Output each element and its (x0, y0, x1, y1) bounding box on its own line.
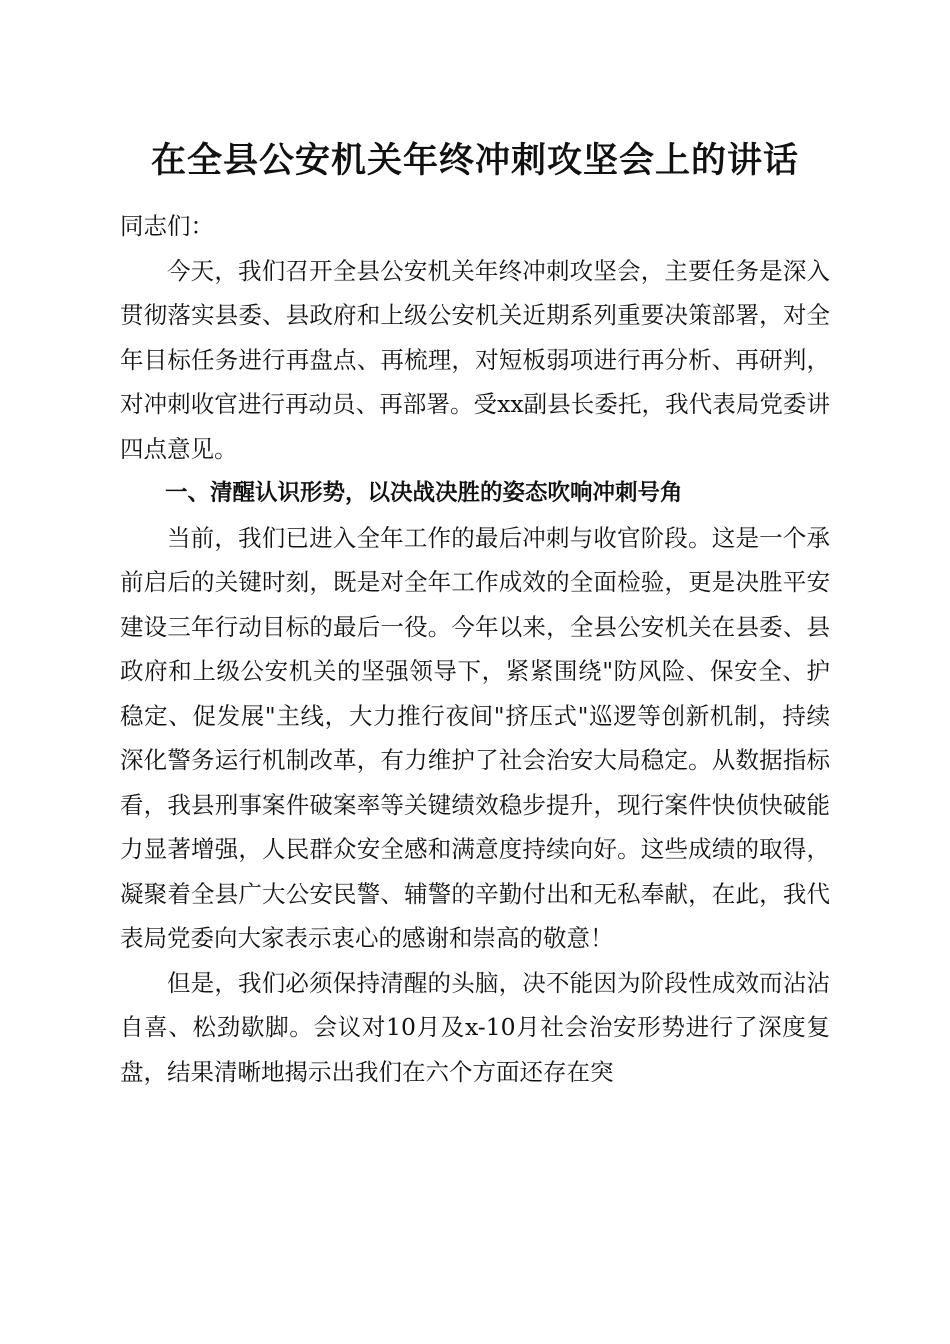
salutation: 同志们： (120, 212, 214, 240)
section1-paragraph-2: 但是，我们必须保持清醒的头脑，决不能因为阶段性成效而沾沾自喜、松劲歇脚。会议对10月及x-10月社会治安形势进行了深度复盘，结果清晰地揭示出我们在六个方面还存在突 (120, 968, 830, 1086)
document-title: 在全县公安机关年终冲刺攻坚会上的讲话 (150, 140, 799, 181)
document-body (120, 204, 830, 1094)
section-heading-1: 一、清醒认识形势，以决战决胜的姿态吹响冲刺号角 (165, 480, 683, 506)
section1-paragraph-1: 当前，我们已进入全年工作的最后冲刺与收官阶段。这是一个承前启后的关键时刻，既是对全年工作成效的全面检验，更是决胜平安建设三年行动目标的最后一役。今年以来，全县公安机关在县委、县政府和上级公安机关的坚强领导下，紧紧围绕"防风险、保安全、护稳定、促发展"主线，大力推行夜间"挤压式"巡逻等创新机制，持续深化警务运行机制改革，有力维护了社会治安大局稳定。从数据指标看，我县刑事案件破案率等关键绩效稳步提升，现行案件快侦快破能力显著增强，人民群众安全感和满意度持续向好。这些成绩的取得，凝聚着全县广大公安民警、辅警的辛勤付出和无私奉献，在此，我代表局党委向大家表示衷心的感谢和崇高的敬意！ (120, 523, 830, 952)
intro-paragraph: 今天，我们召开全县公安机关年终冲刺攻坚会，主要任务是深入贯彻落实县委、县政府和上级公安机关近期系列重要决策部署，对全年目标任务进行再盘点、再梳理，对短板弱项进行再分析、再研判，对冲刺收官进行再动员、再部署。受xx副县长委托，我代表局党委讲四点意见。 (120, 256, 830, 463)
